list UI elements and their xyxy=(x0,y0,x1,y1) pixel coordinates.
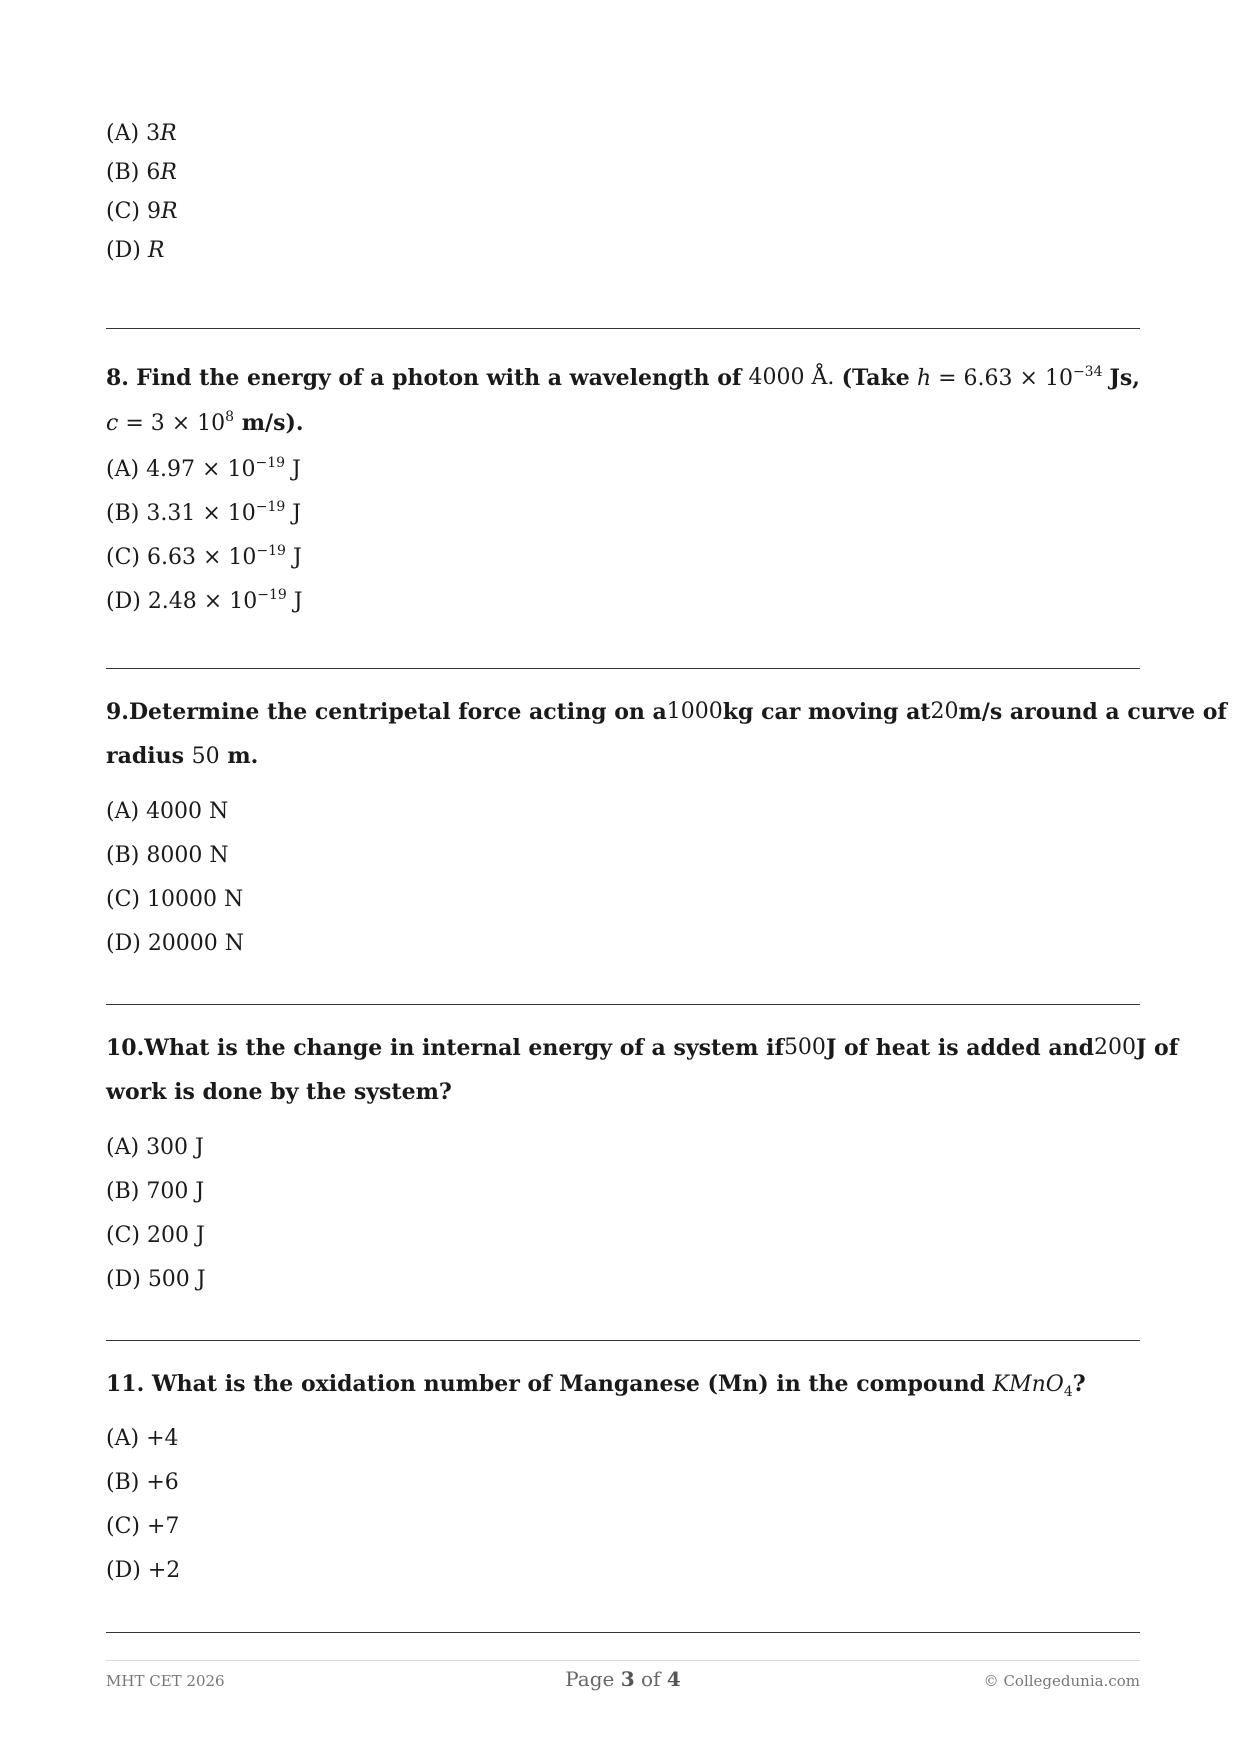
separator-rule xyxy=(106,328,1140,329)
q9-option-c: (C) 10000 N xyxy=(106,887,244,912)
question-11: 11. What is the oxidation number of Manganese (Mn) in the compound KMnO$_4$? xyxy=(106,1371,1086,1400)
q10-option-b: (B) 700 J xyxy=(106,1179,205,1204)
q10-option-c: (C) 200 J xyxy=(106,1223,205,1248)
q7-option-a: (A) 3R xyxy=(106,121,177,146)
document-page xyxy=(106,0,1227,1754)
q11-option-d: (D) +2 xyxy=(106,1558,181,1583)
q8-option-c: (C) $6.63 \times 10^{-19}$ J xyxy=(106,543,302,570)
separator-rule xyxy=(106,1004,1140,1005)
question-8: 8. Find the energy of a photon with a wavelength of 4000 Å. (Take $h = 6.63 \times 10^{-34}$ Js, $c = 3 \times 10^8$ m/s). xyxy=(106,364,1140,436)
question-10: 10. What is the change in internal energy of a system if 500 J of heat is added and 200 J of work is done by the system? xyxy=(106,1035,1179,1105)
footer-copyright: © Collegedunia.com xyxy=(983,1672,1140,1690)
q11-option-c: (C) +7 xyxy=(106,1514,180,1539)
footer-exam-name: MHT CET 2026 xyxy=(106,1672,225,1690)
footer-page-number: Page 3 of 4 xyxy=(565,1667,681,1691)
q8-option-b: (B) $3.31 \times 10^{-19}$ J xyxy=(106,499,302,526)
q7-option-d: (D) R xyxy=(106,238,165,263)
separator-rule xyxy=(106,668,1140,669)
q11-option-a: (A) +4 xyxy=(106,1426,179,1451)
q7-option-b: (B) 6R xyxy=(106,160,177,185)
q9-option-d: (D) 20000 N xyxy=(106,931,245,956)
q7-option-c: (C) 9R xyxy=(106,199,178,224)
q8-option-d: (D) $2.48 \times 10^{-19}$ J xyxy=(106,587,303,614)
q8-option-a: (A) $4.97 \times 10^{-19}$ J xyxy=(106,455,301,482)
footer-rule xyxy=(106,1660,1140,1661)
q9-option-b: (B) 8000 N xyxy=(106,843,229,868)
question-9: 9. Determine the centripetal force acting on a 1000 kg car moving at 20 m/s around a curve of radius 50 m. xyxy=(106,699,1227,769)
separator-rule xyxy=(106,1340,1140,1341)
q9-option-a: (A) 4000 N xyxy=(106,799,229,824)
q10-option-d: (D) 500 J xyxy=(106,1267,206,1292)
q10-option-a: (A) 300 J xyxy=(106,1135,204,1160)
q11-option-b: (B) +6 xyxy=(106,1470,179,1495)
separator-rule xyxy=(106,1632,1140,1633)
